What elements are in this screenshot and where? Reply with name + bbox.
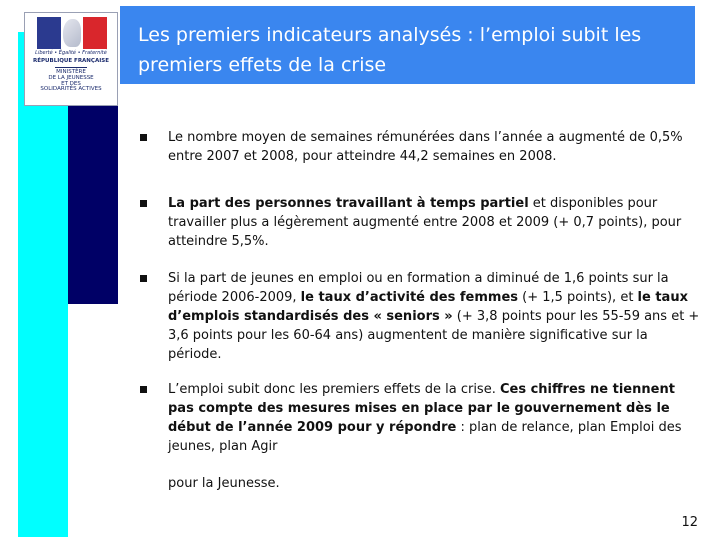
bullet-text: (+ 1,5 points), et (518, 290, 638, 305)
logo-motto: Liberté • Égalité • Fraternité (35, 50, 107, 56)
bullet-text: : plan de relance, plan Emploi des jeunes, plan Agir (168, 420, 682, 454)
logo-ministry: MINISTÈRE DE LA JEUNESSE ET DES SOLIDARITÉS ACTIVES (40, 69, 102, 93)
bullet-item (140, 269, 705, 364)
bullet-bold-text: La part des personnes travaillant à temps partiel (168, 196, 529, 211)
square-bullet-icon (140, 200, 147, 207)
marianne-icon (63, 19, 81, 47)
logo-divider (55, 67, 87, 68)
bullet-bold-text: Ces chiffres ne tiennent pas compte des mesures mises en place par le gouvernement dès le début de l’année 2009 pour y répondre (168, 382, 675, 435)
slide-title (138, 20, 683, 80)
decorative-cyan-bar (18, 32, 68, 537)
bullet-text: et disponibles pour travailler plus a légèrement augmenté entre 2008 et 2009 (+ 0,7 points), pour atteindre 5,5%. (168, 196, 682, 249)
bullet-text: Le nombre moyen de semaines rémunérées dans l’année a augmenté de 0,5% entre 2007 et 2008, pour atteindre 44,2 semaines en 2008. (168, 130, 683, 164)
bullet-bold-text: le taux d’activité des femmes (300, 290, 519, 305)
square-bullet-icon (140, 386, 147, 393)
title-bar (120, 6, 695, 84)
bullet-item (140, 380, 705, 456)
bullet-list (140, 128, 705, 493)
square-bullet-icon (140, 134, 147, 141)
square-bullet-icon (140, 275, 147, 282)
logo-republic: RÉPUBLIQUE FRANÇAISE (33, 58, 109, 64)
bullet-item (140, 194, 705, 251)
bullet-bold-text: le taux d’emplois standardisés des « seniors » (168, 290, 688, 324)
bullet-text: Si la part de jeunes en emploi ou en formation a diminué de 1,6 points sur la période 2006-2009, (168, 271, 669, 305)
page-number: 12 (681, 515, 698, 530)
bullet-text: L’emploi subit donc les premiers effets de la crise. (168, 382, 500, 397)
flag-emblem (37, 17, 107, 49)
title-line-1: Les premiers indicateurs analysés : l’emploi subit les (138, 24, 642, 46)
ministry-logo (24, 12, 118, 106)
title-line-2: premiers effets de la crise (138, 54, 387, 76)
bullet-continuation: pour la Jeunesse. (168, 476, 280, 491)
bullet-text: (+ 3,8 points pour les 55-59 ans et + 3,6 points pour les 60-64 ans) augmentent de manière significative sur la période. (168, 309, 700, 362)
bullet-item (140, 128, 705, 166)
